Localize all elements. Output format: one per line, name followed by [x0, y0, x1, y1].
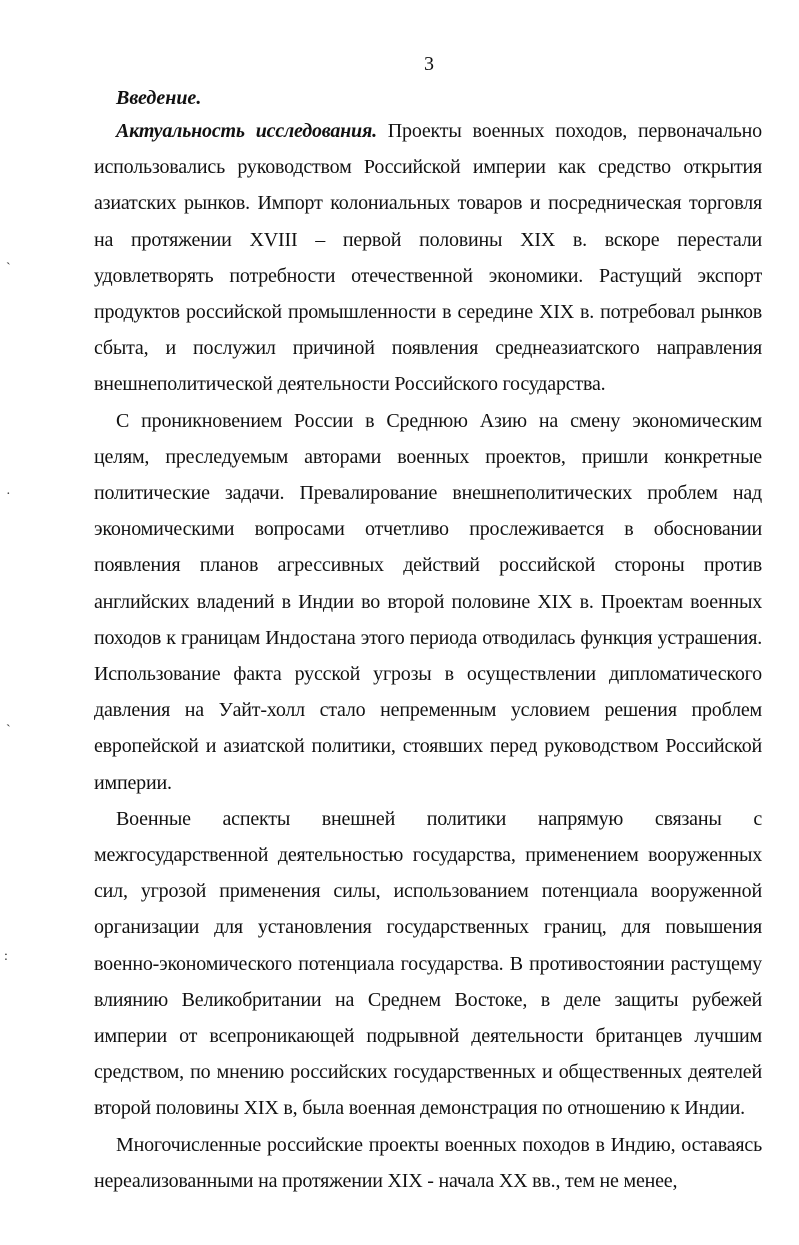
scan-mark: ` [6, 723, 11, 738]
page-number: 3 [424, 53, 434, 75]
paragraph-3: Военные аспекты внешней политики напрямую связаны с межгосударственной деятельностью государства, применением вооруженных сил, угрозой применения силы, использованием потенциала вооруженной организации для установления государственных границ, для повышения военно-экономического потенциала государства. В противостоянии растущему влиянию Великобритании на Среднем Востоке, в деле защиты рубежей империи от всепроникающей подрывной деятельности британцев лучшим средством, по мнению российских государственных и общественных деятелей второй половины XIX в, была военная демонстрация по отношению к Индии. [94, 807, 762, 1120]
scan-mark: : [4, 949, 8, 964]
paragraph-1-lead: Актуальность исследования. [116, 120, 377, 142]
section-heading: Введение. [116, 87, 202, 109]
body-text [94, 113, 762, 1199]
paragraph-1 [94, 113, 762, 403]
paragraph-1-text: Проекты военных походов, первоначально использовались руководством Российской империи как средство открытия азиатских рынков. Импорт колониальных товаров и посредническая торговля на протяжении XVIII – первой половины XIX в. вскоре перестали удовлетворять потребности отечественной экономики. Растущий экспорт продуктов российской промышленности в середине XIX в. потребовал рынков сбыта, и послужил причиной появления среднеазиатского направления внешнеполитической деятельности Российского государства. [94, 120, 762, 396]
paragraph-2: С проникновением России в Среднюю Азию на смену экономическим целям, преследуемым авторами военных проектов, пришли конкретные политические задачи. Превалирование внешнеполитических проблем над экономическими вопросами отчетливо прослеживается в обосновании появления планов агрессивных действий российской стороны против английских владений в Индии во второй половине XIX в. Проектам военных походов к границам Индостана этого периода отводилась функция устрашения. Использование факта русской угрозы в осуществлении дипломатического давления на Уайт-холл стало непременным условием решения проблем европейской и азиатской политики, стоявших перед руководством Российской империи. [94, 409, 762, 794]
paragraph-4: Многочисленные российские проекты военных походов в Индию, оставаясь нереализованными на протяжении XIX - начала XX вв., тем не менее, [94, 1133, 762, 1192]
scan-mark: · [6, 487, 11, 502]
scan-mark: ` [6, 261, 11, 276]
